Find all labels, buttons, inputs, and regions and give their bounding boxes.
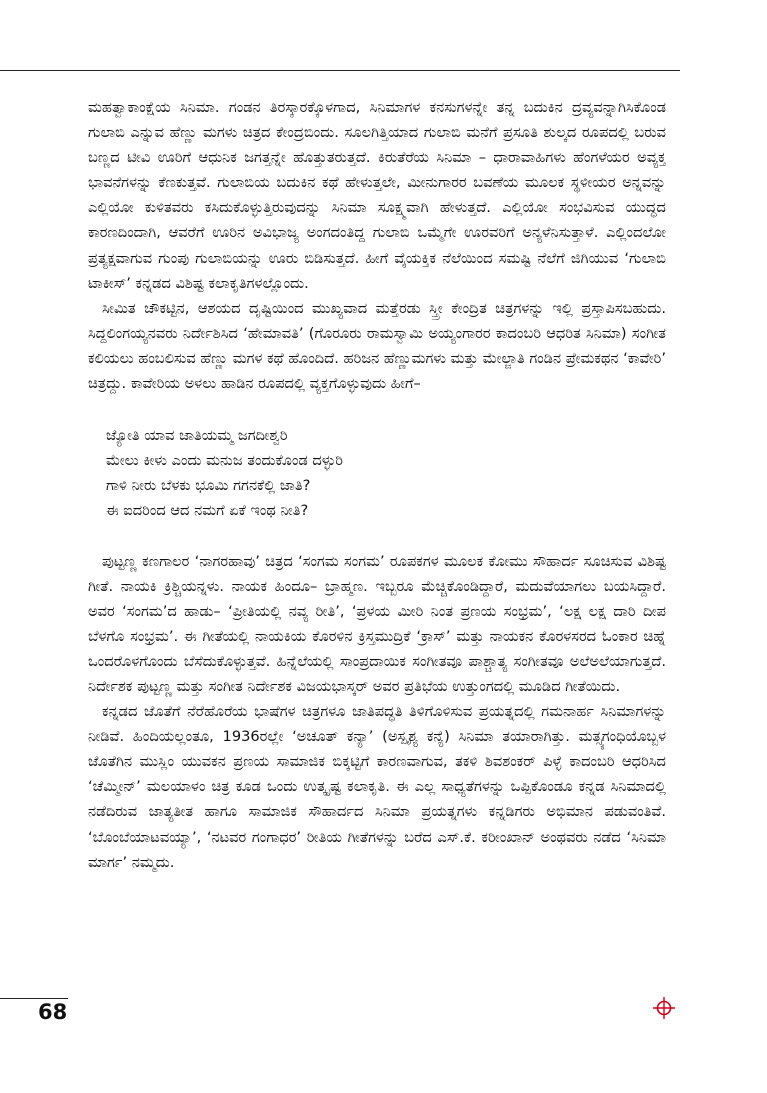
- paragraph-2: ಸೀಮಿತ ಚೌಕಟ್ಟಿನ, ಆಶಯದ ದೃಷ್ಟಿಯಿಂದ ಮುಖ್ಯವಾದ ಮತ್ತೆರಡು ಸ್ತ್ರೀ ಕೇಂದ್ರಿತ ಚಿತ್ರಗಳನ್ನು ಇಲ್ಲಿ ಪ್ರಸ್ತಾಪಿಸಬಹುದು. ಸಿದ್ದಲಿಂಗಯ್ಯನವರು ನಿರ್ದೇಶಿಸಿದ ‘ಹೇಮಾವತಿ’ (ಗೊರೂರು ರಾಮಸ್ವಾಮಿ ಅಯ್ಯಂಗಾರರ ಕಾದಂಬರಿ ಆಧರಿತ ಸಿನಿಮಾ) ಸಂಗೀತ ಕಲಿಯಲು ಹಂಬಲಿಸುವ ಹೆಣ್ಣು ಮಗಳ ಕಥೆ ಹೊಂದಿದೆ. ಹರಿಜನ ಹೆಣ್ಣುಮಗಳು ಮತ್ತು ಮೇಲ್ಜಾತಿ ಗಂಡಿನ ಪ್ರೇಮಕಥನ ‘ಕಾವೇರಿ’ ಚಿತ್ರದ್ದು. ಕಾವೇರಿಯ ಅಳಲು ಹಾಡಿನ ರೂಪದಲ್ಲಿ ವ್ಯಕ್ತಗೊಳ್ಳುವುದು ಹೀಗೆ–: [88, 299, 666, 393]
- crosshair-registration-icon: [652, 996, 676, 1020]
- article-body: [88, 95, 666, 875]
- paragraph-1: ಮಹತ್ವಾಕಾಂಕ್ಷೆಯ ಸಿನಿಮಾ. ಗಂಡನ ತಿರಸ್ಕಾರಕ್ಕೊಳಗಾದ, ಸಿನಿಮಾಗಳ ಕನಸುಗಳನ್ನೇ ತನ್ನ ಬದುಕಿನ ದ್ರವ್ಯವನ್ನಾಗಿಸಿಕೊಂಡ ಗುಲಾಬಿ ಎನ್ನುವ ಹೆಣ್ಣು ಮಗಳು ಚಿತ್ರದ ಕೇಂದ್ರಬಿಂದು. ಸೂಲಗಿತ್ತಿಯಾದ ಗುಲಾಬಿ ಮನೆಗೆ ಪ್ರಸೂತಿ ಶುಲ್ಕದ ರೂಪದಲ್ಲಿ ಬರುವ ಬಣ್ಣದ ಟೀವಿ ಊರಿಗೆ ಆಧುನಿಕ ಜಗತ್ತನ್ನೇ ಹೊತ್ತುತರುತ್ತದೆ. ಕಿರುತೆರೆಯ ಸಿನಿಮಾ – ಧಾರಾವಾಹಿಗಳು ಹೆಂಗಳೆಯರ ಅವ್ಯಕ್ತ ಭಾವನೆಗಳನ್ನು ಕೆಣಕುತ್ತವೆ. ಗುಲಾಬಿಯ ಬದುಕಿನ ಕಥೆ ಹೇಳುತ್ತಲೇ, ಮೀನುಗಾರರ ಬವಣೆಯ ಮೂಲಕ ಸ್ಥಳೀಯರ ಅನ್ನವನ್ನು ಎಲ್ಲಿಯೋ ಕುಳಿತವರು ಕಸಿದುಕೊಳ್ಳುತ್ತಿರುವುದನ್ನು ಸಿನಿಮಾ ಸೂಕ್ಷ್ಮವಾಗಿ ಹೇಳುತ್ತದೆ. ಎಲ್ಲಿಯೋ ಸಂಭವಿಸುವ ಯುದ್ಧದ ಕಾರಣದಿಂದಾಗಿ, ಆವರೆಗೆ ಊರಿನ ಅವಿಭಾಜ್ಯ ಅಂಗದಂತಿದ್ದ ಗುಲಾಬಿ ಒಮ್ಮೆಗೇ ಊರವರಿಗೆ ಅನ್ಯಳೆನಿಸುತ್ತಾಳೆ. ಎಲ್ಲಿಂದಲೋ ಪ್ರತ್ಯಕ್ಷವಾಗುವ ಗುಂಪು ಗುಲಾಬಿಯನ್ನು ಊರು ಬಿಡಿಸುತ್ತದೆ. ಹೀಗೆ ವೈಯಕ್ತಿಕ ನೆಲೆಯಿಂದ ಸಮಷ್ಟಿ ನೆಲೆಗೆ ಜಿಗಿಯುವ ‘ಗುಲಾಬಿ ಟಾಕೀಸ್’ ಕನ್ನಡದ ವಿಶಿಷ್ಟ ಕಲಾಕೃತಿಗಳಲ್ಲೊಂದು.: [88, 99, 666, 292]
- verse-line-2: ಮೇಲು ಕೀಳು ಎಂದು ಮನುಜ ತಂದುಕೊಂಡ ದಳ್ಳುರಿ: [106, 452, 344, 470]
- song-verse: [106, 423, 666, 523]
- paragraph-3: ಪುಟ್ಟಣ್ಣ ಕಣಗಾಲರ ‘ನಾಗರಹಾವು’ ಚಿತ್ರದ ‘ಸಂಗಮ ಸಂಗಮ’ ರೂಪಕಗಳ ಮೂಲಕ ಕೋಮು ಸೌಹಾರ್ದ ಸೂಚಿಸುವ ವಿಶಿಷ್ಟ ಗೀತೆ. ನಾಯಕಿ ಕ್ರಿಶ್ಚಿಯನ್ನಳು. ನಾಯಕ ಹಿಂದೂ– ಬ್ರಾಹ್ಮಣ. ಇಬ್ಬರೂ ಮೆಚ್ಚಿಕೊಂಡಿದ್ದಾರೆ, ಮದುವೆಯಾಗಲು ಬಯಸಿದ್ದಾರೆ. ಅವರ ‘ಸಂಗಮ’ದ ಹಾಡು– ‘ಪ್ರೀತಿಯಲ್ಲಿ ನವ್ಯ ರೀತಿ’, ‘ಪ್ರಳಯ ಮೀರಿ ನಿಂತ ಪ್ರಣಯ ಸಂಭ್ರಮ’, ‘ಲಕ್ಷ ಲಕ್ಷ ದಾರಿ ದೀಪ ಬೆಳಗೊ ಸಂಭ್ರಮ’. ಈ ಗೀತೆಯಲ್ಲಿ ನಾಯಕಿಯ ಕೊರಳಿನ ಕ್ರಿಸ್ತಮುದ್ರಿಕೆ ‘ಕ್ರಾಸ್’ ಮತ್ತು ನಾಯಕನ ಕೊರಳಸರದ ಓಂಕಾರ ಚಿಹ್ನೆ ಒಂದರೊಳಗೊಂದು ಬೆಸೆದುಕೊಳ್ಳುತ್ತವೆ. ಹಿನ್ನೆಲೆಯಲ್ಲಿ ಸಾಂಪ್ರದಾಯಿಕ ಸಂಗೀತವೂ ಪಾಶ್ಚಾತ್ಯ ಸಂಗೀತವೂ ಅಲೆಅಲೆಯಾಗುತ್ತದೆ. ನಿರ್ದೇಶಕ ಪುಟ್ಟಣ್ಣ ಮತ್ತು ಸಂಗೀತ ನಿರ್ದೇಶಕ ವಿಜಯಭಾಸ್ಕರ್ ಅವರ ಪ್ರತಿಭೆಯ ಉತ್ತುಂಗದಲ್ಲಿ ಮೂಡಿದ ಗೀತೆಯಿದು.: [88, 552, 666, 695]
- verse-line-1: ಜ್ಯೋತಿ ಯಾವ ಜಾತಿಯಮ್ಮ ಜಗದೀಶ್ವರಿ: [106, 427, 288, 445]
- paragraph-4: ಕನ್ನಡದ ಜೊತೆಗೆ ನೆರೆಹೊರೆಯ ಭಾಷೆಗಳ ಚಿತ್ರಗಳೂ ಜಾತಿಪದ್ಧತಿ ತಿಳಿಗೊಳಿಸುವ ಪ್ರಯತ್ನದಲ್ಲಿ ಗಮನಾರ್ಹ ಸಿನಿಮಾಗಳನ್ನು ನೀಡಿವೆ. ಹಿಂದಿಯಲ್ಲಂತೂ, 1936ರಲ್ಲೇ ‘ಅಚೂತ್ ಕನ್ಯಾ’ (ಅಸ್ಪೃಶ್ಯ ಕನ್ಯೆ) ಸಿನಿಮಾ ತಯಾರಾಗಿತ್ತು. ಮತ್ಸ್ಯಗಂಧಿಯೊಬ್ಬಳ ಜೊತೆಗಿನ ಮುಸ್ಲಿಂ ಯುವಕನ ಪ್ರಣಯ ಸಾಮಾಜಿಕ ಬಿಕ್ಕಟ್ಟಿಗೆ ಕಾರಣವಾಗುವ, ತಕಳಿ ಶಿವಶಂಕರ್ ಪಿಳ್ಳೆ ಕಾದಂಬರಿ ಆಧರಿಸಿದ ‘ಚೆಮ್ಮೀನ್’ ಮಲಯಾಳಂ ಚಿತ್ರ ಕೂಡ ಒಂದು ಉತ್ಕೃಷ್ಟ ಕಲಾಕೃತಿ. ಈ ಎಲ್ಲ ಸಾಧ್ಯತೆಗಳನ್ನು ಒಪ್ಪಿಕೊಂಡೂ ಕನ್ನಡ ಸಿನಿಮಾದಲ್ಲಿ ನಡೆದಿರುವ ಜಾತ್ಯತೀತ ಹಾಗೂ ಸಾಮಾಜಿಕ ಸೌಹಾರ್ದದ ಸಿನಿಮಾ ಪ್ರಯತ್ನಗಳು ಕನ್ನಡಿಗರು ಅಭಿಮಾನ ಪಡುವಂತಿವೆ. ‘ಬೊಂಬೆಯಾಟವಯ್ಯಾ’, ‘ನಟವರ ಗಂಗಾಧರ’ ರೀತಿಯ ಗೀತೆಗಳನ್ನು ಬರೆದ ಎಸ್.ಕೆ. ಕರೀಂಖಾನ್ ಅಂಥವರು ನಡೆದ ‘ಸಿನಿಮಾ ಮಾರ್ಗ’ ನಮ್ಮದು.: [88, 703, 666, 871]
- header-rule: [0, 70, 680, 71]
- verse-line-3: ಗಾಳಿ ನೀರು ಬೆಳಕು ಭೂಮಿ ಗಗನಕೆಲ್ಲಿ ಜಾತಿ?: [106, 477, 311, 495]
- page-number: 68: [38, 1000, 68, 1024]
- verse-line-4: ಈ ಐದರಿಂದ ಆದ ನಮಗೆ ಏಕೆ ಇಂಥ ನೀತಿ?: [106, 502, 309, 520]
